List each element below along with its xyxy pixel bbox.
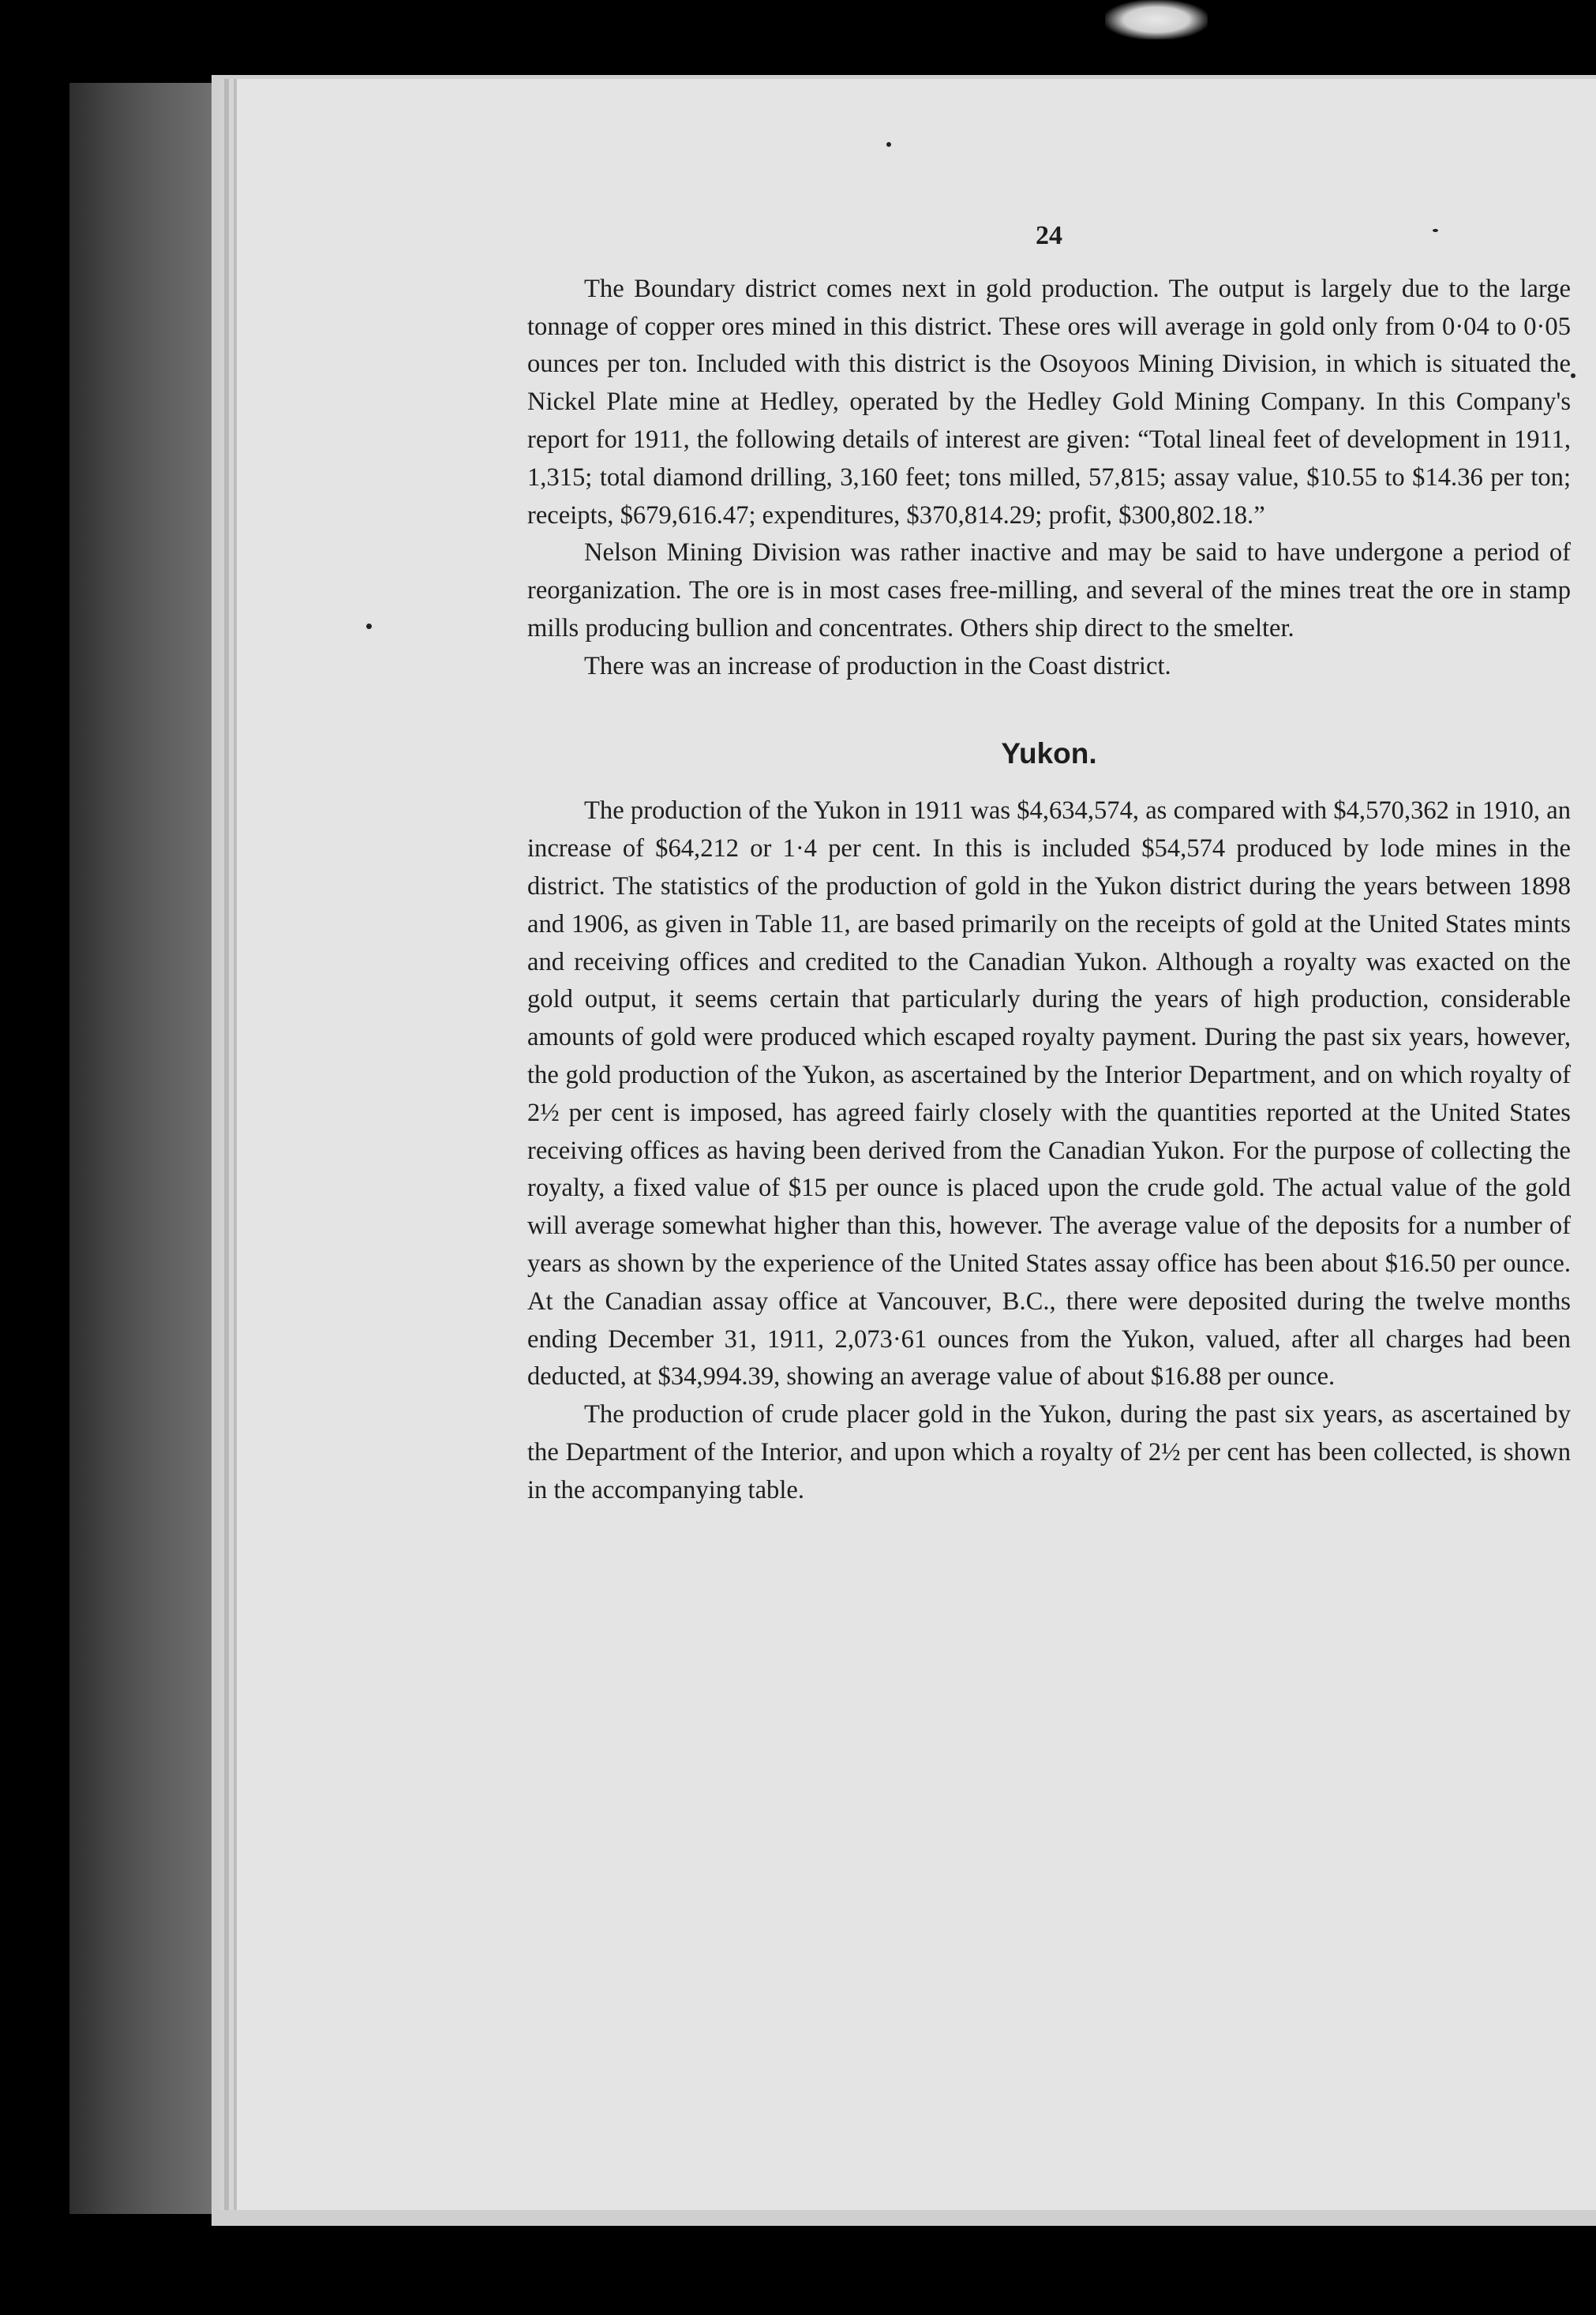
scan-speck [366,624,372,629]
scan-left-border [69,83,227,2214]
paragraph-yukon-placer-gold: The production of crude placer gold in the Yukon, during the past six years, as ascertained by the Department of the Interior, and upon which a royalty of 2½ per cent has been collected, is shown in the accompanying table. [527,1400,1571,1504]
scan-speck [1571,373,1575,378]
paragraph-coast-district: There was an increase of production in the Coast district. [584,651,1171,680]
section-title-yukon: Yukon. [1001,736,1097,770]
paragraph-boundary-district: The Boundary district comes next in gold production. The output is largely due to the large tonnage of copper ores mined in this district. These ores will average in gold only from 0·04 to 0·05 ounces per ton. Included with this district is the Osoyoos Mining Division, in which is situated the Nickel Plate mine at Hedley, operated by the Hedley Gold Mining Company. In this Company's report for 1911, the following details of interest are given: “Total lineal feet of development in 1911, 1,315; total diamond drilling, 3,160 feet; tons milled, 57,815; assay value, $10.55 to $14.36 per ton; receipts, $679,616.47; expenditures, $370,814.29; profit, $300,802.18.” [527,274,1571,530]
paragraph-yukon-production: The production of the Yukon in 1911 was $4,634,574, as compared with $4,570,362 in 1910, an increase of $64,212 or 1·4 per cent. In this is included $54,574 produced by lode mines in the district. The statistics of the production of gold in the Yukon district during the years between 1898 and 1906, as given in Table 11, are based primarily on the receipts of gold at the United States mints and receiving offices and credited to the Canadian Yukon. Although a royalty was exacted on the gold output, it seems certain that particularly during the years of high production, considerable amounts of gold were produced which escaped royalty payment. During the past six years, however, the gold production of the Yukon, as ascertained by the Interior Department, and on which royalty of 2½ per cent is imposed, has agreed fairly closely with the quantities reported at the United States receiving offices as having been derived from the Canadian Yukon. For the purpose of collecting the royalty, a fixed value of $15 per ounce is placed upon the crude gold. The actual value of the gold will average somewhat higher than this, however. The average value of the deposits for a number of years as shown by the experience of the United States assay office has been about $16.50 per ounce. At the Canadian assay office at Vancouver, B.C., there were deposited during the twelve months ending December 31, 1911, 2,073·61 ounces from the Yukon, valued, after all charges had been deducted, at $34,994.39, showing an average value of about $16.88 per ounce. [527,796,1571,1392]
page-text [527,217,1571,1510]
page-number: 24 [1036,221,1062,250]
scan-speck [886,142,891,147]
scan-top-blot [1105,0,1208,39]
paragraph-nelson-division: Nelson Mining Division was rather inactive and may be said to have undergone a period of reorganization. The ore is in most cases free-milling, and several of the mines treat the ore in stamp mills producing bullion and concentrates. Others ship direct to the smelter. [527,538,1571,642]
